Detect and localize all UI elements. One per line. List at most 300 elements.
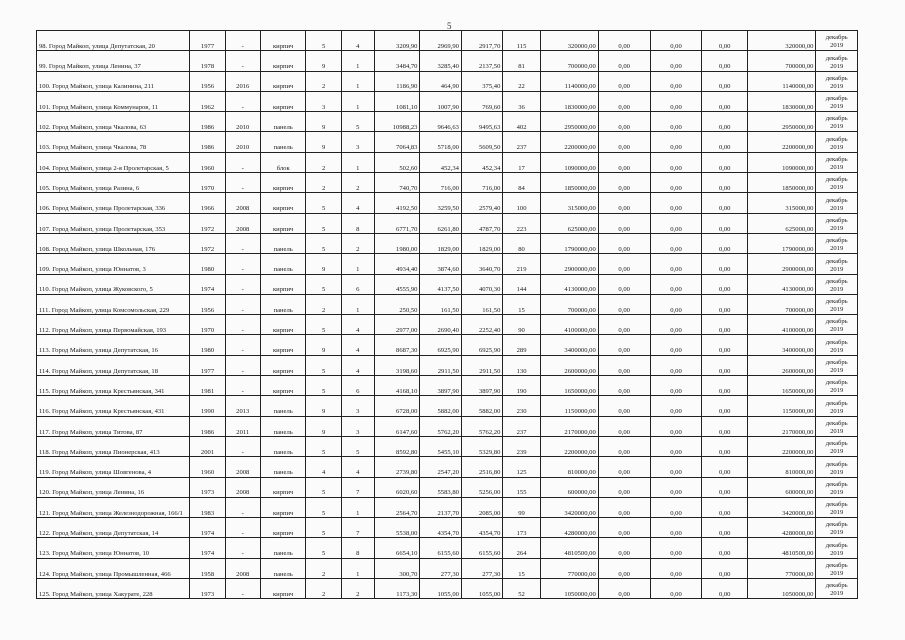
entrances-cell: 7 <box>341 518 374 538</box>
deadline-year: 2019 <box>830 265 844 273</box>
floors-cell: 2 <box>306 558 341 578</box>
year-built-cell: 1960 <box>190 152 225 172</box>
regional-budget-cell: 0,00 <box>650 233 702 253</box>
floors-cell: 9 <box>306 112 341 132</box>
floors-cell: 5 <box>306 376 341 396</box>
owners-funds-cell: 2170000,00 <box>748 416 816 436</box>
year-built-cell: 1974 <box>190 274 225 294</box>
wall-material-cell: кирпич <box>260 91 306 111</box>
area-premises-cell: 5455,10 <box>420 436 461 456</box>
local-budget-cell: 0,00 <box>702 497 748 517</box>
address-cell: 117. Город Майкоп, улица Титова, 87 <box>37 416 190 436</box>
owners-funds-cell: 2200000,00 <box>748 436 816 456</box>
local-budget-cell: 0,00 <box>702 91 748 111</box>
deadline-year: 2019 <box>830 164 844 172</box>
fund-cell: 0,00 <box>598 152 650 172</box>
entrances-cell: 2 <box>341 233 374 253</box>
total-area-cell: 6728,00 <box>374 396 420 416</box>
deadline-cell <box>816 457 858 477</box>
deadline-month: декабрь <box>825 257 848 265</box>
floors-cell: 9 <box>306 335 341 355</box>
regional-budget-cell: 0,00 <box>650 558 702 578</box>
area-premises-cell: 1007,90 <box>420 91 461 111</box>
owners-funds-cell: 810000,00 <box>748 457 816 477</box>
wall-material-cell: кирпич <box>260 173 306 193</box>
area-premises-cell: 5762,20 <box>420 416 461 436</box>
regional-budget-cell: 0,00 <box>650 132 702 152</box>
year-built-cell: 1970 <box>190 315 225 335</box>
page-number: 5 <box>447 21 452 31</box>
year-overhaul-cell: 2016 <box>225 71 260 91</box>
entrances-cell: 4 <box>341 315 374 335</box>
year-built-cell: 1973 <box>190 579 225 599</box>
deadline-year: 2019 <box>830 407 844 415</box>
floors-cell: 2 <box>306 71 341 91</box>
deadline-month: декабрь <box>825 277 848 285</box>
fund-cell: 0,00 <box>598 558 650 578</box>
cost-total-cell: 2170000,00 <box>540 416 598 436</box>
residents-count-cell: 223 <box>503 213 540 233</box>
regional-budget-cell: 0,00 <box>650 31 702 51</box>
year-overhaul-cell: - <box>225 294 260 314</box>
year-built-cell: 1986 <box>190 416 225 436</box>
area-residential-cell: 4787,70 <box>461 213 502 233</box>
address-cell: 103. Город Майкоп, улица Чкалова, 78 <box>37 132 190 152</box>
cost-total-cell: 2200000,00 <box>540 436 598 456</box>
area-premises-cell: 2911,50 <box>420 355 461 375</box>
deadline-month: декабрь <box>825 237 848 245</box>
residents-count-cell: 155 <box>503 477 540 497</box>
address-cell: 114. Город Майкоп, улица Депутатская, 18 <box>37 355 190 375</box>
deadline-cell <box>816 376 858 396</box>
wall-material-cell: кирпич <box>260 579 306 599</box>
wall-material-cell: панель <box>260 436 306 456</box>
deadline-cell <box>816 436 858 456</box>
table-row <box>37 518 858 538</box>
cost-total-cell: 2600000,00 <box>540 355 598 375</box>
year-built-cell: 1966 <box>190 193 225 213</box>
deadline-year: 2019 <box>830 285 844 293</box>
local-budget-cell: 0,00 <box>702 416 748 436</box>
total-area-cell: 4934,40 <box>374 254 420 274</box>
deadline-year: 2019 <box>830 62 844 70</box>
deadline-cell <box>816 91 858 111</box>
entrances-cell: 4 <box>341 335 374 355</box>
wall-material-cell: панель <box>260 233 306 253</box>
deadline-year: 2019 <box>830 448 844 456</box>
local-budget-cell: 0,00 <box>702 254 748 274</box>
fund-cell: 0,00 <box>598 213 650 233</box>
floors-cell: 5 <box>306 436 341 456</box>
address-cell: 113. Город Майкоп, улица Депутатская, 16 <box>37 335 190 355</box>
regional-budget-cell: 0,00 <box>650 274 702 294</box>
fund-cell: 0,00 <box>598 173 650 193</box>
owners-funds-cell: 1790000,00 <box>748 233 816 253</box>
deadline-year: 2019 <box>830 224 844 232</box>
deadline-cell <box>816 477 858 497</box>
cost-total-cell: 810000,00 <box>540 457 598 477</box>
table-row <box>37 173 858 193</box>
table-row <box>37 132 858 152</box>
wall-material-cell: панель <box>260 254 306 274</box>
floors-cell: 5 <box>306 213 341 233</box>
deadline-cell <box>816 71 858 91</box>
wall-material-cell: кирпич <box>260 51 306 71</box>
residents-count-cell: 36 <box>503 91 540 111</box>
deadline-month: декабрь <box>825 54 848 62</box>
area-residential-cell: 452,34 <box>461 152 502 172</box>
owners-funds-cell: 1140000,00 <box>748 71 816 91</box>
residents-count-cell: 239 <box>503 436 540 456</box>
deadline-month: декабрь <box>825 480 848 488</box>
fund-cell: 0,00 <box>598 436 650 456</box>
entrances-cell: 4 <box>341 193 374 213</box>
area-residential-cell: 2911,50 <box>461 355 502 375</box>
regional-budget-cell: 0,00 <box>650 152 702 172</box>
floors-cell: 9 <box>306 396 341 416</box>
table-row <box>37 112 858 132</box>
area-premises-cell: 3897,90 <box>420 376 461 396</box>
year-built-cell: 1972 <box>190 213 225 233</box>
deadline-month: декабрь <box>825 399 848 407</box>
deadline-cell <box>816 335 858 355</box>
deadline-year: 2019 <box>830 123 844 131</box>
wall-material-cell: панель <box>260 558 306 578</box>
year-built-cell: 1980 <box>190 254 225 274</box>
floors-cell: 4 <box>306 457 341 477</box>
residents-count-cell: 90 <box>503 315 540 335</box>
table-row <box>37 579 858 599</box>
total-area-cell: 1173,30 <box>374 579 420 599</box>
fund-cell: 0,00 <box>598 274 650 294</box>
fund-cell: 0,00 <box>598 112 650 132</box>
area-premises-cell: 2547,20 <box>420 457 461 477</box>
local-budget-cell: 0,00 <box>702 335 748 355</box>
deadline-year: 2019 <box>830 42 844 50</box>
table-row <box>37 355 858 375</box>
deadline-cell <box>816 112 858 132</box>
total-area-cell: 3198,60 <box>374 355 420 375</box>
year-overhaul-cell: - <box>225 335 260 355</box>
deadline-year: 2019 <box>830 488 844 496</box>
area-residential-cell: 9495,63 <box>461 112 502 132</box>
table-row <box>37 51 858 71</box>
table-row <box>37 538 858 558</box>
deadline-year: 2019 <box>830 103 844 111</box>
total-area-cell: 8687,30 <box>374 335 420 355</box>
total-area-cell: 6020,60 <box>374 477 420 497</box>
wall-material-cell: панель <box>260 294 306 314</box>
year-overhaul-cell: - <box>225 152 260 172</box>
wall-material-cell: панель <box>260 396 306 416</box>
fund-cell: 0,00 <box>598 31 650 51</box>
entrances-cell: 2 <box>341 579 374 599</box>
deadline-cell <box>816 132 858 152</box>
deadline-month: декабрь <box>825 156 848 164</box>
year-overhaul-cell: - <box>225 173 260 193</box>
cost-total-cell: 2200000,00 <box>540 132 598 152</box>
area-residential-cell: 5609,50 <box>461 132 502 152</box>
fund-cell: 0,00 <box>598 538 650 558</box>
fund-cell: 0,00 <box>598 51 650 71</box>
deadline-cell <box>816 315 858 335</box>
table-row <box>37 396 858 416</box>
total-area-cell: 1081,10 <box>374 91 420 111</box>
year-overhaul-cell: - <box>225 315 260 335</box>
address-cell: 122. Город Майкоп, улица Депутатская, 14 <box>37 518 190 538</box>
deadline-month: декабрь <box>825 34 848 42</box>
year-overhaul-cell: 2010 <box>225 132 260 152</box>
entrances-cell: 5 <box>341 112 374 132</box>
local-budget-cell: 0,00 <box>702 436 748 456</box>
year-built-cell: 1990 <box>190 396 225 416</box>
floors-cell: 9 <box>306 254 341 274</box>
owners-funds-cell: 1050000,00 <box>748 579 816 599</box>
floors-cell: 5 <box>306 477 341 497</box>
regional-budget-cell: 0,00 <box>650 457 702 477</box>
residents-count-cell: 264 <box>503 538 540 558</box>
deadline-cell <box>816 152 858 172</box>
cost-total-cell: 320000,00 <box>540 31 598 51</box>
floors-cell: 5 <box>306 518 341 538</box>
deadline-year: 2019 <box>830 427 844 435</box>
residents-count-cell: 289 <box>503 335 540 355</box>
cost-total-cell: 770000,00 <box>540 558 598 578</box>
regional-budget-cell: 0,00 <box>650 213 702 233</box>
floors-cell: 9 <box>306 416 341 436</box>
area-premises-cell: 5583,80 <box>420 477 461 497</box>
deadline-cell <box>816 193 858 213</box>
fund-cell: 0,00 <box>598 71 650 91</box>
regional-budget-cell: 0,00 <box>650 51 702 71</box>
owners-funds-cell: 3400000,00 <box>748 335 816 355</box>
table-row <box>37 335 858 355</box>
wall-material-cell: блок <box>260 152 306 172</box>
address-cell: 105. Город Майкоп, улица Разина, 6 <box>37 173 190 193</box>
floors-cell: 5 <box>306 193 341 213</box>
total-area-cell: 2739,80 <box>374 457 420 477</box>
address-cell: 111. Город Майкоп, улица Комсомольская, 229 <box>37 294 190 314</box>
area-residential-cell: 3640,70 <box>461 254 502 274</box>
table-row <box>37 457 858 477</box>
entrances-cell: 4 <box>341 457 374 477</box>
total-area-cell: 8592,80 <box>374 436 420 456</box>
year-built-cell: 1981 <box>190 376 225 396</box>
deadline-month: декабрь <box>825 338 848 346</box>
fund-cell: 0,00 <box>598 193 650 213</box>
year-overhaul-cell: - <box>225 518 260 538</box>
address-cell: 124. Город Майкоп, улица Промышленная, 466 <box>37 558 190 578</box>
deadline-cell <box>816 173 858 193</box>
deadline-year: 2019 <box>830 245 844 253</box>
regional-budget-cell: 0,00 <box>650 193 702 213</box>
owners-funds-cell: 4280000,00 <box>748 518 816 538</box>
year-built-cell: 1974 <box>190 518 225 538</box>
deadline-year: 2019 <box>830 346 844 354</box>
local-budget-cell: 0,00 <box>702 31 748 51</box>
area-premises-cell: 6925,90 <box>420 335 461 355</box>
address-cell: 110. Город Майкоп, улица Жуковского, 5 <box>37 274 190 294</box>
area-residential-cell: 2516,80 <box>461 457 502 477</box>
total-area-cell: 502,60 <box>374 152 420 172</box>
residents-count-cell: 17 <box>503 152 540 172</box>
wall-material-cell: кирпич <box>260 355 306 375</box>
owners-funds-cell: 315000,00 <box>748 193 816 213</box>
floors-cell: 3 <box>306 91 341 111</box>
deadline-year: 2019 <box>830 367 844 375</box>
floors-cell: 5 <box>306 497 341 517</box>
local-budget-cell: 0,00 <box>702 213 748 233</box>
year-overhaul-cell: 2008 <box>225 213 260 233</box>
deadline-year: 2019 <box>830 590 844 598</box>
year-built-cell: 1956 <box>190 71 225 91</box>
residents-count-cell: 190 <box>503 376 540 396</box>
wall-material-cell: панель <box>260 457 306 477</box>
wall-material-cell: панель <box>260 132 306 152</box>
area-premises-cell: 6261,80 <box>420 213 461 233</box>
total-area-cell: 10988,23 <box>374 112 420 132</box>
address-cell: 125. Город Майкоп, улица Хакурате, 228 <box>37 579 190 599</box>
year-overhaul-cell: - <box>225 51 260 71</box>
residents-count-cell: 52 <box>503 579 540 599</box>
entrances-cell: 2 <box>341 173 374 193</box>
area-premises-cell: 452,34 <box>420 152 461 172</box>
fund-cell: 0,00 <box>598 254 650 274</box>
area-premises-cell: 5718,00 <box>420 132 461 152</box>
wall-material-cell: панель <box>260 538 306 558</box>
year-built-cell: 1980 <box>190 335 225 355</box>
year-built-cell: 2001 <box>190 436 225 456</box>
owners-funds-cell: 700000,00 <box>748 294 816 314</box>
table-row <box>37 497 858 517</box>
total-area-cell: 3484,70 <box>374 51 420 71</box>
floors-cell: 5 <box>306 31 341 51</box>
entrances-cell: 4 <box>341 355 374 375</box>
deadline-month: декабрь <box>825 95 848 103</box>
address-cell: 98. Город Майкоп, улица Депутатская, 20 <box>37 31 190 51</box>
deadline-cell <box>816 497 858 517</box>
area-premises-cell: 3259,50 <box>420 193 461 213</box>
cost-total-cell: 1830000,00 <box>540 91 598 111</box>
owners-funds-cell: 700000,00 <box>748 51 816 71</box>
area-residential-cell: 4070,30 <box>461 274 502 294</box>
cost-total-cell: 625000,00 <box>540 213 598 233</box>
regional-budget-cell: 0,00 <box>650 335 702 355</box>
year-overhaul-cell: 2008 <box>225 193 260 213</box>
local-budget-cell: 0,00 <box>702 579 748 599</box>
deadline-month: декабрь <box>825 135 848 143</box>
entrances-cell: 3 <box>341 132 374 152</box>
wall-material-cell: кирпич <box>260 477 306 497</box>
deadline-cell <box>816 396 858 416</box>
area-residential-cell: 1055,00 <box>461 579 502 599</box>
total-area-cell: 6147,60 <box>374 416 420 436</box>
owners-funds-cell: 4100000,00 <box>748 315 816 335</box>
owners-funds-cell: 770000,00 <box>748 558 816 578</box>
deadline-cell <box>816 213 858 233</box>
residents-count-cell: 219 <box>503 254 540 274</box>
total-area-cell: 6771,70 <box>374 213 420 233</box>
address-cell: 115. Город Майкоп, улица Крестьянская, 341 <box>37 376 190 396</box>
floors-cell: 5 <box>306 233 341 253</box>
year-overhaul-cell: - <box>225 91 260 111</box>
area-premises-cell: 3874,60 <box>420 254 461 274</box>
year-overhaul-cell: 2008 <box>225 558 260 578</box>
regional-budget-cell: 0,00 <box>650 538 702 558</box>
address-cell: 109. Город Майкоп, улица Юннатов, 3 <box>37 254 190 274</box>
deadline-month: декабрь <box>825 460 848 468</box>
table-row <box>37 376 858 396</box>
entrances-cell: 1 <box>341 254 374 274</box>
local-budget-cell: 0,00 <box>702 173 748 193</box>
year-built-cell: 1977 <box>190 355 225 375</box>
cost-total-cell: 1140000,00 <box>540 71 598 91</box>
entrances-cell: 3 <box>341 416 374 436</box>
wall-material-cell: кирпич <box>260 274 306 294</box>
fund-cell: 0,00 <box>598 91 650 111</box>
year-overhaul-cell: - <box>225 436 260 456</box>
entrances-cell: 8 <box>341 538 374 558</box>
regional-budget-cell: 0,00 <box>650 294 702 314</box>
owners-funds-cell: 1090000,00 <box>748 152 816 172</box>
entrances-cell: 5 <box>341 436 374 456</box>
floors-cell: 5 <box>306 538 341 558</box>
local-budget-cell: 0,00 <box>702 355 748 375</box>
wall-material-cell: кирпич <box>260 335 306 355</box>
local-budget-cell: 0,00 <box>702 132 748 152</box>
fund-cell: 0,00 <box>598 335 650 355</box>
regional-budget-cell: 0,00 <box>650 173 702 193</box>
fund-cell: 0,00 <box>598 294 650 314</box>
entrances-cell: 6 <box>341 274 374 294</box>
local-budget-cell: 0,00 <box>702 396 748 416</box>
fund-cell: 0,00 <box>598 132 650 152</box>
total-area-cell: 2977,00 <box>374 315 420 335</box>
year-overhaul-cell: 2010 <box>225 112 260 132</box>
deadline-cell <box>816 274 858 294</box>
deadline-month: декабрь <box>825 379 848 387</box>
area-residential-cell: 6925,90 <box>461 335 502 355</box>
year-built-cell: 1960 <box>190 457 225 477</box>
year-overhaul-cell: - <box>225 538 260 558</box>
cost-total-cell: 700000,00 <box>540 294 598 314</box>
residents-count-cell: 15 <box>503 294 540 314</box>
table-row <box>37 213 858 233</box>
floors-cell: 9 <box>306 132 341 152</box>
regional-budget-cell: 0,00 <box>650 91 702 111</box>
area-residential-cell: 2917,70 <box>461 31 502 51</box>
cost-total-cell: 1650000,00 <box>540 376 598 396</box>
area-premises-cell: 277,30 <box>420 558 461 578</box>
area-residential-cell: 3897,90 <box>461 376 502 396</box>
address-cell: 101. Город Майкоп, улица Коммунаров, 11 <box>37 91 190 111</box>
area-residential-cell: 5762,20 <box>461 416 502 436</box>
fund-cell: 0,00 <box>598 315 650 335</box>
owners-funds-cell: 1150000,00 <box>748 396 816 416</box>
owners-funds-cell: 4130000,00 <box>748 274 816 294</box>
deadline-month: декабрь <box>825 318 848 326</box>
floors-cell: 5 <box>306 274 341 294</box>
residents-count-cell: 15 <box>503 558 540 578</box>
residents-count-cell: 173 <box>503 518 540 538</box>
deadline-cell <box>816 579 858 599</box>
owners-funds-cell: 2900000,00 <box>748 254 816 274</box>
deadline-cell <box>816 538 858 558</box>
table-row <box>37 193 858 213</box>
residents-count-cell: 81 <box>503 51 540 71</box>
area-premises-cell: 2690,40 <box>420 315 461 335</box>
fund-cell: 0,00 <box>598 579 650 599</box>
